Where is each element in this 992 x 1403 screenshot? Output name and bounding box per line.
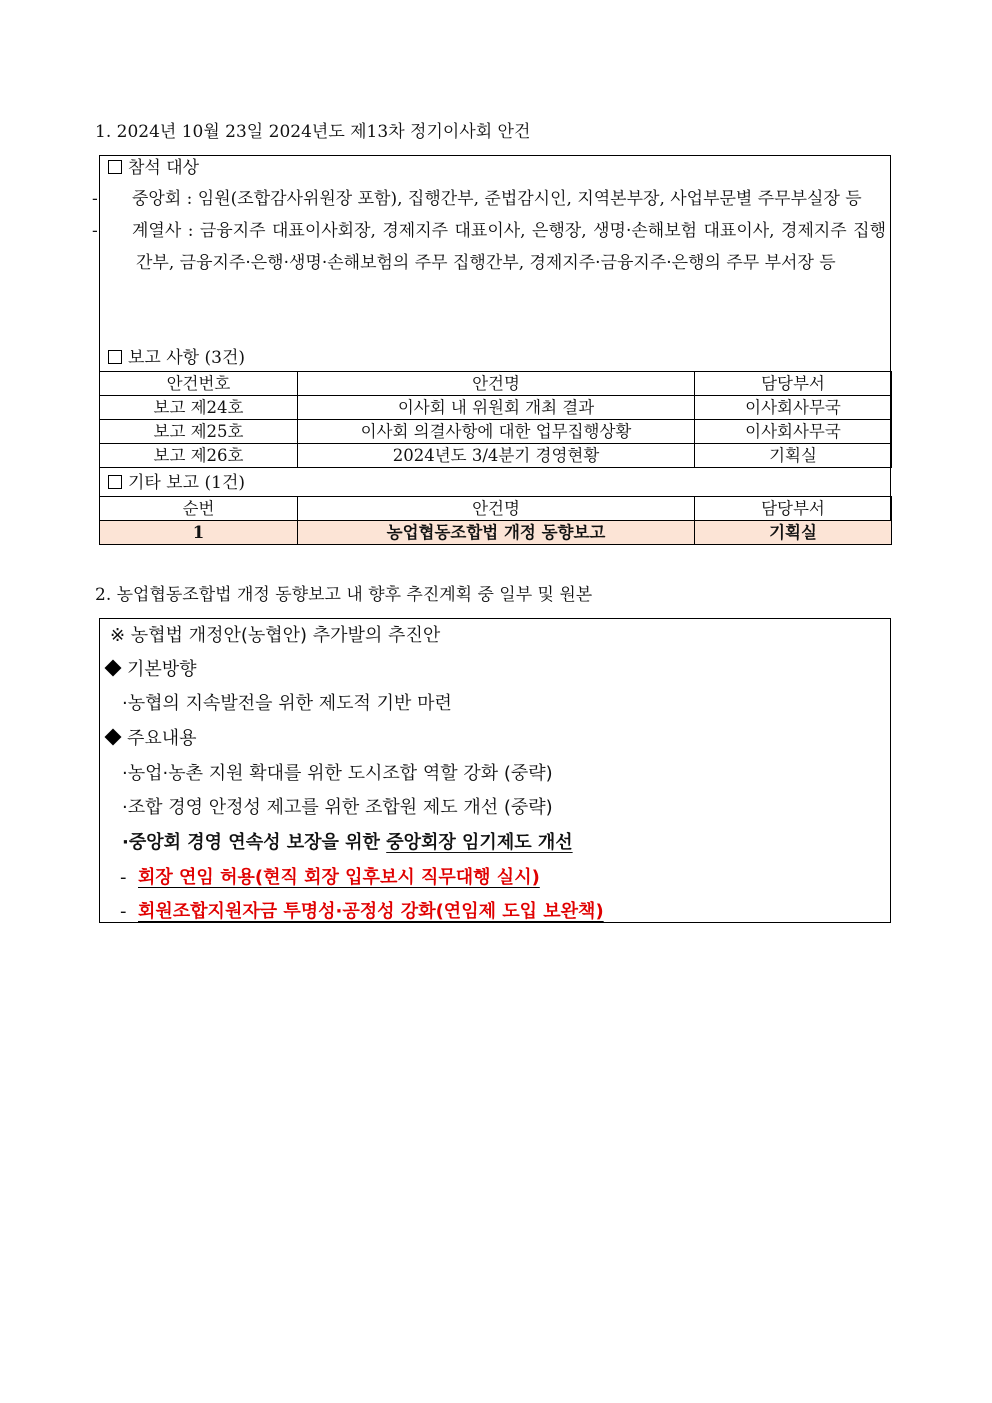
sub-item-red: - 회원조합지원자금 투명성·공정성 강화(연임제 도입 보완책): [120, 901, 604, 922]
checkbox-icon: [108, 160, 122, 174]
table-row: 보고 제26호 2024년도 3/4분기 경영현황 기획실: [100, 444, 892, 468]
table-header-row: 안건번호 안건명 담당부서: [100, 372, 892, 396]
agenda-box: [92, 155, 891, 544]
diamond-bullet-icon: [105, 729, 122, 746]
table-row: 보고 제24호 이사회 내 위원회 개최 결과 이사회사무국: [100, 396, 892, 420]
plan-box: [99, 618, 891, 923]
main-item-emphasis: ·중앙회 경영 연속성 보장을 위한 중앙회장 임기제도 개선: [122, 832, 573, 853]
main-item: ·조합 경영 안정성 제고를 위한 조합원 제도 개선 (중략): [122, 797, 553, 818]
checkbox-icon: [108, 350, 122, 364]
attendees-list: [92, 183, 886, 279]
other-reports-table: [99, 496, 892, 545]
reports-table: [99, 371, 892, 468]
main-item: ·농업·농촌 지원 확대를 위한 도시조합 역할 강화 (중략): [122, 763, 553, 784]
table-row: 보고 제25호 이사회 의결사항에 대한 업무집행상황 이사회사무국: [100, 420, 892, 444]
diamond-bullet-icon: [105, 660, 122, 677]
reports-heading: 보고 사항 (3건): [108, 346, 245, 370]
note-line: ※ 농협법 개정안(농협안) 추가발의 추진안: [110, 625, 441, 646]
basic-item: ·농협의 지속발전을 위한 제도적 기반 마련: [122, 693, 452, 714]
attendee-item-hq: - 중앙회 : 임원(조합감사위원장 포함), 집행간부, 준법감시인, 지역본부장, 사업부문별 주무부실장 등: [92, 189, 862, 209]
other-reports-heading: 기타 보고 (1건): [108, 471, 245, 495]
attendees-heading: 참석 대상: [108, 156, 199, 180]
table-header-row: 순번 안건명 담당부서: [100, 497, 892, 521]
basic-direction-heading: 기본방향: [102, 655, 197, 681]
attendee-item-affiliates: - 계열사 : 금융지주 대표이사회장, 경제지주 대표이사, 은행장, 생명·손해보험 대표이사, 경제지주 집행간부, 금융지주·은행·생명·손해보험의 주무 집행간부, 경제지주·금융지주·은행의 주무 부서장 등: [92, 221, 886, 273]
table-row-highlighted: 1 농업협동조합법 개정 동향보고 기획실: [100, 521, 892, 545]
sub-item-red: - 회장 연임 허용(현직 회장 입후보시 직무대행 실시): [120, 867, 540, 888]
section-1-title: 1. 2024년 10월 23일 2024년도 제13차 정기이사회 안건: [95, 122, 531, 142]
checkbox-icon: [108, 475, 122, 489]
section-2-title: 2. 농업협동조합법 개정 동향보고 내 향후 추진계획 중 일부 및 원본: [95, 585, 593, 605]
main-content-heading: 주요내용: [102, 724, 197, 750]
